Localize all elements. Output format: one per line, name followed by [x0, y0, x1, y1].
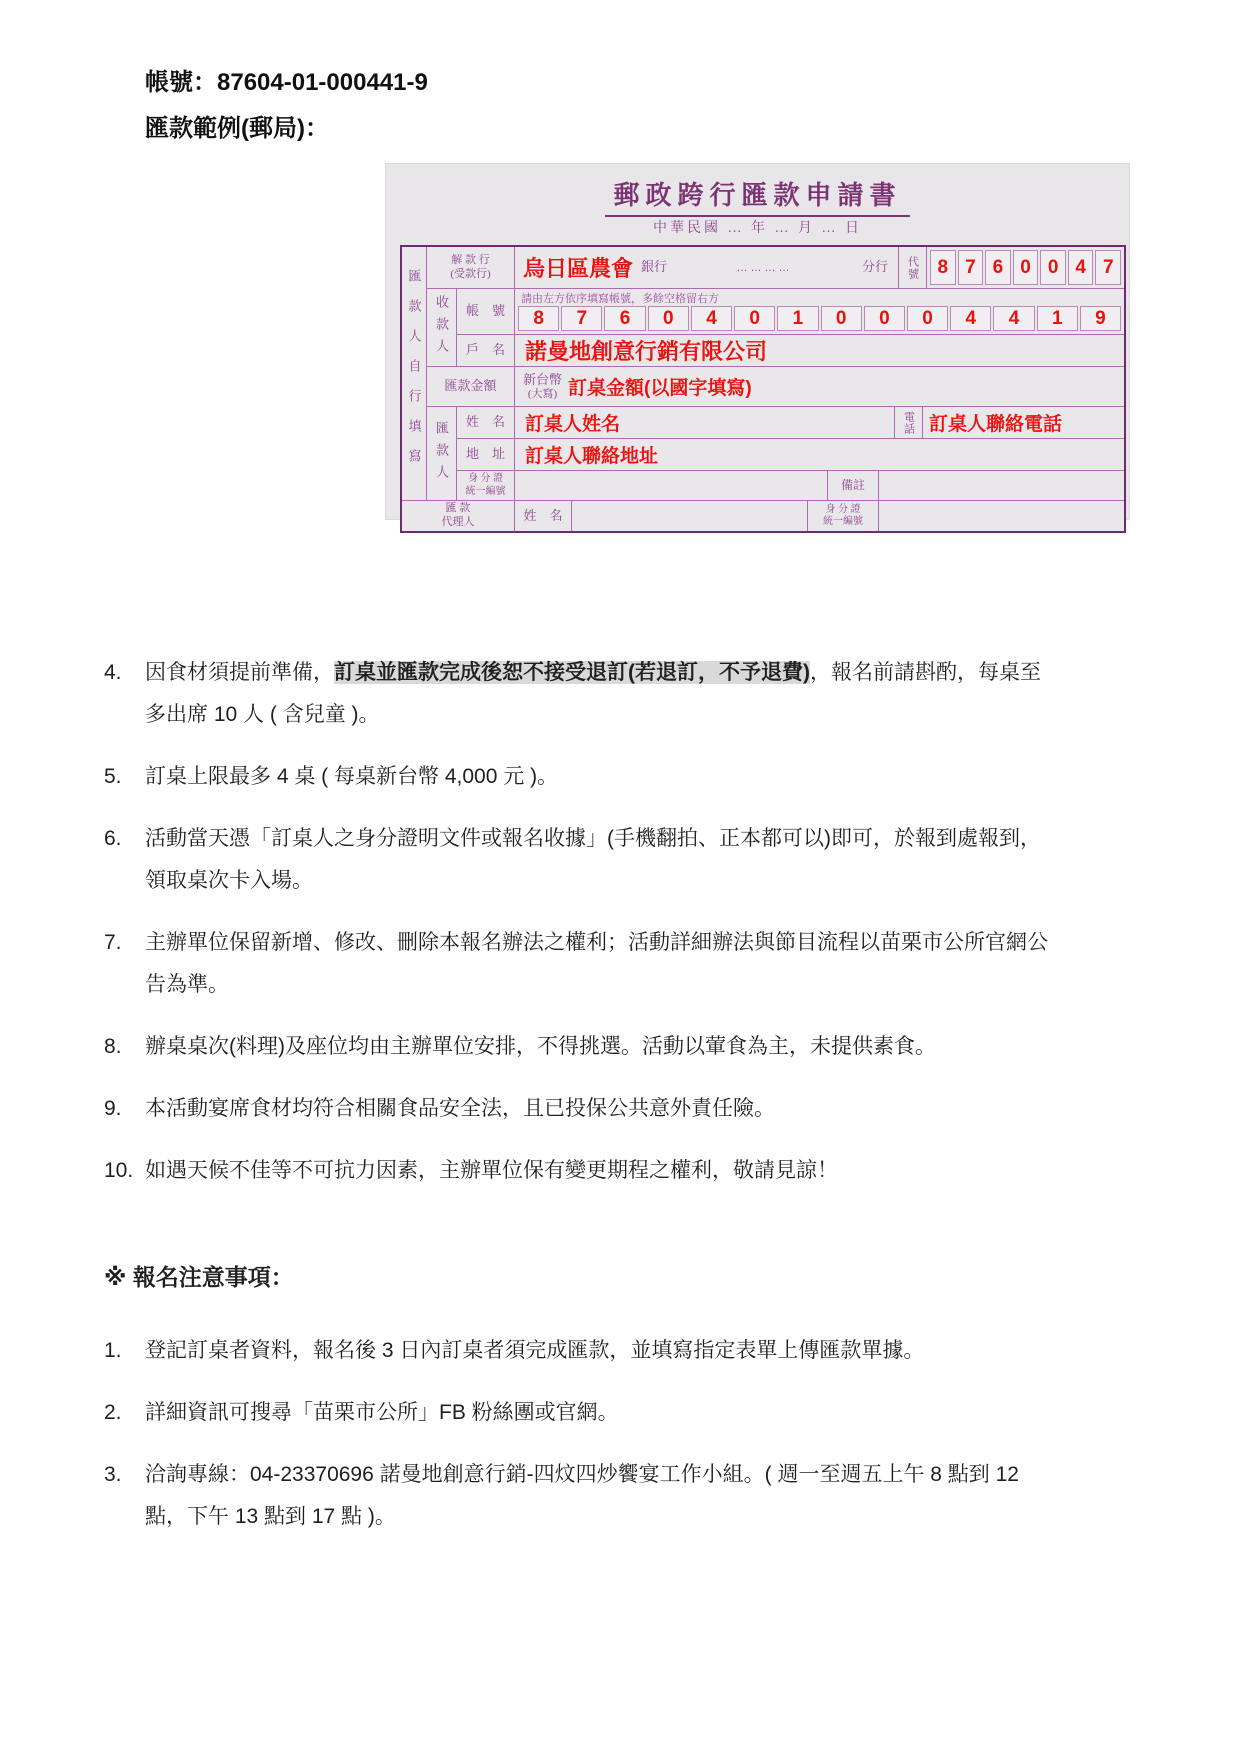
- account-digit: 9: [1080, 306, 1121, 331]
- amount-row: [515, 367, 1124, 407]
- account-digit: 4: [691, 306, 732, 331]
- bank-code-digit: 4: [1068, 250, 1094, 285]
- rule-item: [104, 1088, 1049, 1130]
- account-number-label: 帳 號: [457, 289, 515, 335]
- payer-phone-annotation: 訂桌人聯絡電話: [929, 414, 1063, 435]
- payer-address-label: 地 址: [457, 439, 515, 471]
- rule-text-post: ，報名前請斟酌，每桌至多出席 10 人 ( 含兒童 )。: [145, 661, 1041, 726]
- account-digit: 0: [907, 306, 948, 331]
- amount-note-annotation: 訂桌金額(以國字填寫): [568, 378, 752, 399]
- payer-name-label: 姓 名: [457, 407, 515, 439]
- rule-item: [104, 922, 1049, 1006]
- bank-code-digit: 0: [1013, 250, 1039, 285]
- account-digit: 4: [950, 306, 991, 331]
- rule-text: 活動當天憑「訂桌人之身分證明文件或報名收據」(手機翻拍、正本都可以)即可，於報到處報到，領取桌次卡入場。: [145, 827, 1041, 892]
- rule-item: [104, 818, 1049, 902]
- rule-text-highlight: 訂桌並匯款完成後恕不接受退訂(若退訂，不予退費): [334, 661, 810, 684]
- rule-number: 10.: [104, 1159, 134, 1182]
- rule-number: 5.: [104, 765, 122, 788]
- payer-self-fill-strip: [402, 247, 427, 501]
- note-number: 2.: [104, 1401, 122, 1424]
- payee-group-label: 收款人: [427, 289, 457, 367]
- note-item: [104, 1392, 1049, 1434]
- payee-bank-label: 解 款 行 (受款行): [427, 247, 515, 289]
- payer-name-row: [515, 407, 1124, 439]
- empty-remark-field: [879, 471, 1124, 500]
- account-digit: 1: [1037, 306, 1078, 331]
- page-header: [145, 60, 428, 152]
- remark-label-cell: [827, 471, 879, 500]
- payer-address-annotation: 訂桌人聯絡地址: [525, 446, 659, 467]
- payer-id-row: [515, 471, 1124, 501]
- bank-code-digit: 7: [958, 250, 984, 285]
- bank-code-label-cell: [898, 247, 927, 288]
- bank-code-label: 代號: [906, 255, 919, 280]
- account-digit: 1: [777, 306, 818, 331]
- rule-item: [104, 756, 1049, 798]
- payer-address-row: [515, 439, 1124, 471]
- form-title: 郵政跨行匯款申請書: [605, 175, 909, 217]
- notes-heading: ※ 報名注意事項：: [104, 1264, 294, 1290]
- rule-text: 如遇天候不佳等不可抗力因素，主辦單位保有變更期程之權利，敬請見諒！: [145, 1159, 838, 1182]
- note-number: 3.: [104, 1463, 122, 1486]
- account-number-row: [515, 289, 1124, 335]
- agent-name-label: 姓 名: [515, 501, 572, 531]
- note-text: 詳細資訊可搜尋「苗栗市公所」FB 粉絲團或官網。: [145, 1401, 619, 1424]
- bank-code-digit: 7: [1095, 250, 1121, 285]
- account-digit: 0: [821, 306, 862, 331]
- agent-row-label: 匯 款 代理人: [402, 501, 515, 531]
- account-hint: 請由左方依序填寫帳號，多餘空格留右方: [521, 293, 719, 305]
- rule-text: [145, 652, 1049, 736]
- holder-name-label: 戶 名: [457, 335, 515, 367]
- payee-bank-row: [515, 247, 1124, 289]
- rule-text: 本活動宴席食材均符合相關食品安全法，且已投保公共意外責任險。: [145, 1097, 775, 1120]
- payer-id-label: 身 分 證 統一編號: [457, 471, 515, 501]
- bank-code-digit: 6: [985, 250, 1011, 285]
- leader-dots: …………: [736, 261, 793, 274]
- account-digit: 0: [864, 306, 905, 331]
- rule-text: 訂桌上限最多 4 桌 ( 每桌新台幣 4,000 元 )。: [145, 765, 559, 788]
- uppercase-note: (大寫): [527, 387, 558, 400]
- note-text: 洽詢專線：04-23370696 諾曼地創意行銷-四炆四炒饗宴工作小組。( 週一至週五上午 8 點到 12 點，下午 13 點到 17 點 )。: [145, 1463, 1019, 1528]
- rule-number: 9.: [104, 1097, 122, 1120]
- account-number-line: 帳號：87604-01-000441-9: [145, 69, 428, 96]
- bank-code-digit: 8: [930, 250, 956, 285]
- account-digit: 7: [561, 306, 602, 331]
- rule-number: 6.: [104, 827, 122, 850]
- rule-item: [104, 1026, 1049, 1068]
- rules-list: [104, 652, 1049, 1558]
- bank-name-annotation: 烏日區農會: [523, 256, 634, 281]
- note-number: 1.: [104, 1339, 122, 1362]
- bank-code-boxes: [927, 247, 1124, 288]
- amount-label: 匯款金額: [427, 367, 515, 407]
- remittance-form-table: [400, 245, 1126, 533]
- account-holder-annotation: 諾曼地創意行銷有限公司: [525, 339, 768, 364]
- rule-number: 7.: [104, 931, 122, 954]
- rule-text: 主辦單位保留新增、修改、刪除本報名辦法之權利；活動詳細辦法與節目流程以苗栗市公所官網公告為準。: [145, 931, 1048, 996]
- rule-item: [104, 652, 1049, 736]
- account-digit: 6: [604, 306, 645, 331]
- account-digit: 4: [993, 306, 1034, 331]
- remittance-form-scan: [385, 163, 1130, 528]
- rule-text-pre: 因食材須提前準備，: [145, 661, 334, 684]
- empty-agent-id-field: [879, 501, 1124, 531]
- form-date-line: 中華民國 … 年 … 月 … 日: [653, 221, 862, 236]
- rule-item: [104, 1150, 1049, 1192]
- rule-number: 4.: [104, 661, 122, 684]
- account-digit: 8: [518, 306, 559, 331]
- currency-label: 新台幣: [523, 371, 563, 387]
- remittance-example-label: 匯款範例(郵局)：: [145, 115, 329, 142]
- holder-name-row: [515, 335, 1124, 367]
- agent-id-label: 身 分 證 統一編號: [807, 501, 879, 531]
- rule-text: 辦桌桌次(料理)及座位均由主辦單位安排，不得挑選。活動以葷食為主，未提供素食。: [145, 1035, 936, 1058]
- agent-row: [515, 501, 1124, 531]
- phone-label: 電話: [902, 410, 915, 435]
- payer-group-label: 匯款人: [427, 407, 457, 501]
- account-digit: 0: [734, 306, 775, 331]
- rule-number: 8.: [104, 1035, 122, 1058]
- account-digit-boxes: [515, 306, 1124, 334]
- note-text: 登記訂桌者資料，報名後 3 日內訂桌者須完成匯款，並填寫指定表單上傳匯款單據。: [145, 1339, 925, 1362]
- bank-code-digit: 0: [1040, 250, 1066, 285]
- branch-label: 分行: [861, 259, 888, 275]
- phone-label-cell: [894, 407, 923, 438]
- remark-label: 備註: [840, 478, 865, 492]
- payer-name-annotation: 訂桌人姓名: [525, 414, 621, 435]
- bank-label: 銀行: [641, 259, 668, 275]
- note-item: [104, 1330, 1049, 1372]
- account-digit: 0: [648, 306, 689, 331]
- payer-self-fill-text: 匯款人自行填寫: [406, 268, 422, 479]
- note-item: [104, 1454, 1049, 1538]
